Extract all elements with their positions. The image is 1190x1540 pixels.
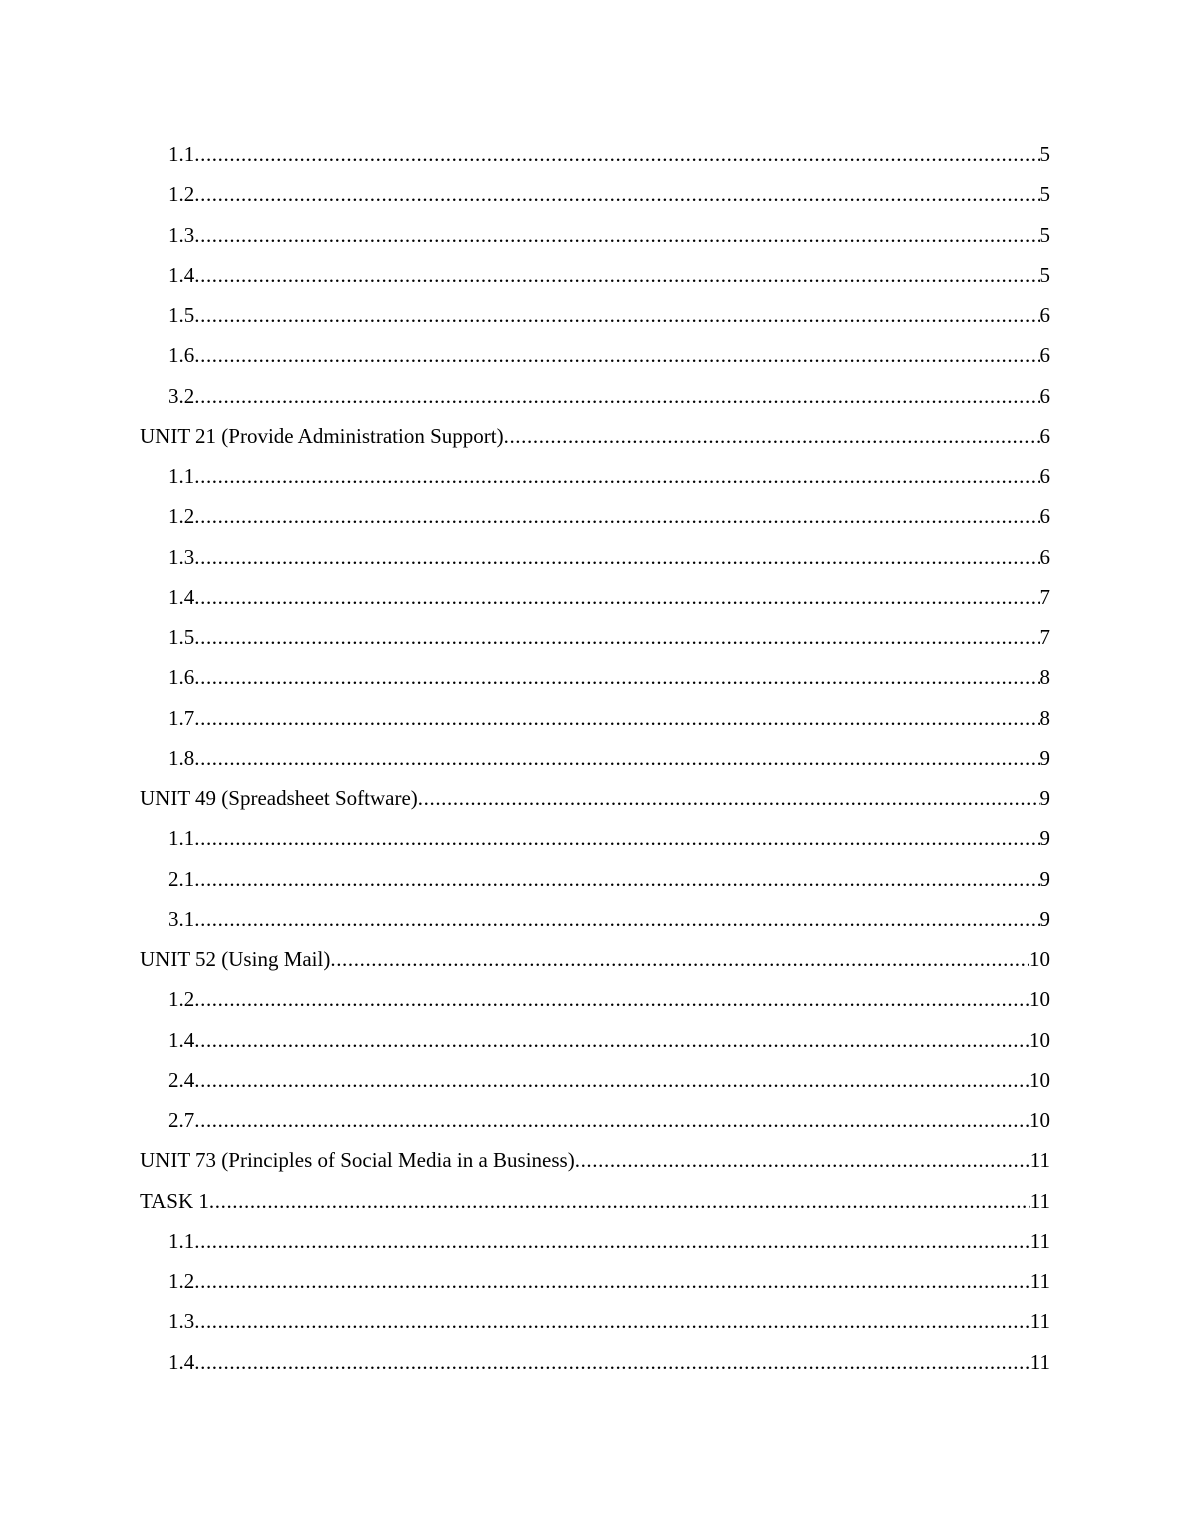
toc-entry-page-number: 6 — [1039, 383, 1050, 408]
toc-entry[interactable] — [140, 1221, 1050, 1261]
toc-dot-leader — [194, 698, 1039, 738]
toc-dot-leader — [194, 134, 1039, 174]
toc-dot-leader — [194, 979, 1029, 1019]
toc-entry-label: 1.2 — [168, 504, 195, 529]
toc-entry-label: TASK 1 — [140, 1188, 209, 1213]
toc-entry[interactable] — [140, 939, 1050, 979]
toc-dot-leader — [194, 1060, 1029, 1100]
toc-entry[interactable] — [140, 1140, 1050, 1180]
toc-entry[interactable] — [140, 1020, 1050, 1060]
toc-entry[interactable] — [140, 215, 1050, 255]
toc-entry-label: UNIT 73 (Principles of Social Media in a Business) — [140, 1148, 575, 1173]
toc-entry-page-number: 10 — [1029, 1067, 1050, 1092]
toc-entry[interactable] — [140, 1181, 1050, 1221]
toc-entry-page-number: 6 — [1039, 343, 1050, 368]
toc-dot-leader — [209, 1181, 1030, 1221]
toc-dot-leader — [194, 215, 1039, 255]
toc-dot-leader — [194, 537, 1039, 577]
toc-entry-page-number: 11 — [1029, 1309, 1050, 1334]
toc-entry-page-number: 11 — [1029, 1349, 1050, 1374]
toc-entry-page-number: 10 — [1029, 1027, 1050, 1052]
toc-entry-page-number: 7 — [1039, 584, 1050, 609]
toc-dot-leader — [194, 1100, 1029, 1140]
toc-entry-label: 1.2 — [168, 1269, 195, 1293]
toc-entry-label: 1.6 — [168, 665, 195, 690]
toc-entry-page-number: 9 — [1039, 866, 1050, 891]
toc-entry-page-number: 7 — [1039, 625, 1050, 649]
toc-dot-leader — [194, 496, 1039, 536]
toc-entry-label: 1.5 — [168, 625, 195, 649]
toc-entry[interactable] — [140, 778, 1050, 818]
toc-dot-leader — [194, 174, 1039, 214]
toc-entry-page-number: 11 — [1029, 1188, 1050, 1213]
toc-entry-page-number: 9 — [1039, 786, 1050, 810]
toc-entry-label: 1.1 — [168, 142, 195, 166]
toc-dot-leader — [194, 1342, 1030, 1382]
toc-entry[interactable] — [140, 657, 1050, 697]
toc-entry[interactable] — [140, 1060, 1050, 1100]
toc-entry-label: 3.2 — [168, 383, 195, 408]
toc-entry[interactable] — [140, 496, 1050, 536]
toc-dot-leader — [330, 939, 1029, 979]
toc-entry-label: 1.1 — [168, 464, 195, 488]
toc-entry-page-number: 11 — [1029, 1148, 1050, 1173]
toc-entry-page-number: 8 — [1039, 665, 1050, 690]
toc-dot-leader — [194, 859, 1039, 899]
toc-entry-label: 1.8 — [168, 745, 195, 770]
toc-entry[interactable] — [140, 859, 1050, 899]
toc-entry-label: 2.4 — [168, 1067, 195, 1092]
toc-entry-label: 1.3 — [168, 222, 195, 247]
toc-entry-label: 1.2 — [168, 182, 195, 207]
toc-entry[interactable] — [140, 1342, 1050, 1382]
toc-dot-leader — [194, 295, 1039, 335]
toc-dot-leader — [194, 456, 1039, 496]
toc-entry-label: 1.4 — [168, 584, 195, 609]
toc-entry[interactable] — [140, 376, 1050, 416]
toc-entry-label: 1.7 — [168, 705, 195, 730]
toc-entry-page-number: 10 — [1029, 947, 1050, 971]
toc-entry-label: 1.2 — [168, 987, 195, 1012]
toc-dot-leader — [194, 255, 1039, 295]
toc-entry-label: 1.1 — [168, 1228, 195, 1253]
toc-entry-label: 3.1 — [168, 906, 195, 931]
toc-dot-leader — [504, 416, 1040, 456]
toc-entry-page-number: 5 — [1039, 262, 1050, 287]
toc-dot-leader — [194, 1221, 1030, 1261]
toc-dot-leader — [418, 778, 1040, 818]
toc-entry[interactable] — [140, 698, 1050, 738]
toc-dot-leader — [194, 657, 1039, 697]
toc-entry-label: UNIT 52 (Using Mail) — [140, 947, 331, 971]
toc-dot-leader — [194, 899, 1039, 939]
toc-dot-leader — [194, 577, 1039, 617]
toc-entry-page-number: 9 — [1039, 826, 1050, 851]
toc-entry[interactable] — [140, 577, 1050, 617]
toc-entry-label: 1.4 — [168, 1027, 195, 1052]
toc-entry-label: 1.4 — [168, 262, 195, 287]
toc-entry[interactable] — [140, 738, 1050, 778]
toc-entry-page-number: 9 — [1039, 906, 1050, 931]
toc-entry-label: 1.3 — [168, 544, 195, 569]
toc-entry[interactable] — [140, 1261, 1050, 1301]
toc-entry[interactable] — [140, 335, 1050, 375]
toc-entry[interactable] — [140, 537, 1050, 577]
toc-entry[interactable] — [140, 979, 1050, 1019]
toc-entry-page-number: 6 — [1039, 423, 1050, 448]
toc-entry[interactable] — [140, 456, 1050, 496]
toc-entry-page-number: 10 — [1029, 987, 1050, 1012]
toc-entry-page-number: 9 — [1039, 745, 1050, 770]
toc-entry-label: UNIT 21 (Provide Administration Support) — [140, 423, 504, 448]
toc-entry[interactable] — [140, 1100, 1050, 1140]
toc-entry[interactable] — [140, 1301, 1050, 1341]
toc-entry[interactable] — [140, 899, 1050, 939]
toc-dot-leader — [194, 617, 1039, 657]
toc-entry-page-number: 10 — [1029, 1108, 1050, 1132]
toc-entry-page-number: 5 — [1039, 182, 1050, 207]
toc-dot-leader — [194, 376, 1039, 416]
toc-entry[interactable] — [140, 416, 1050, 456]
toc-entry[interactable] — [140, 617, 1050, 657]
toc-dot-leader — [194, 818, 1039, 858]
toc-entry[interactable] — [140, 174, 1050, 214]
toc-entry-label: 2.7 — [168, 1108, 195, 1132]
toc-entry-page-number: 8 — [1039, 705, 1050, 730]
toc-entry[interactable] — [140, 134, 1050, 174]
toc-entry-label: 1.1 — [168, 826, 195, 851]
toc-entry-label: 1.4 — [168, 1349, 195, 1374]
toc-entry-label: 2.1 — [168, 866, 195, 891]
toc-entry-page-number: 11 — [1029, 1269, 1050, 1293]
toc-dot-leader — [575, 1140, 1030, 1180]
toc-dot-leader — [194, 335, 1039, 375]
toc-entry-label: 1.5 — [168, 303, 195, 327]
toc-entry-page-number: 6 — [1039, 303, 1050, 327]
toc-entry-label: 1.3 — [168, 1309, 195, 1334]
toc-entry-page-number: 5 — [1039, 222, 1050, 247]
toc-entry-page-number: 6 — [1039, 544, 1050, 569]
table-of-contents — [140, 134, 1050, 1382]
toc-entry[interactable] — [140, 255, 1050, 295]
toc-entry[interactable] — [140, 818, 1050, 858]
toc-dot-leader — [194, 1261, 1030, 1301]
toc-entry-page-number: 11 — [1029, 1228, 1050, 1253]
toc-entry[interactable] — [140, 295, 1050, 335]
toc-dot-leader — [194, 1301, 1030, 1341]
toc-entry-label: 1.6 — [168, 343, 195, 368]
toc-entry-page-number: 6 — [1039, 504, 1050, 529]
toc-entry-page-number: 6 — [1039, 464, 1050, 488]
toc-entry-page-number: 5 — [1039, 142, 1050, 166]
toc-dot-leader — [194, 738, 1039, 778]
toc-dot-leader — [194, 1020, 1029, 1060]
toc-entry-label: UNIT 49 (Spreadsheet Software) — [140, 786, 418, 810]
